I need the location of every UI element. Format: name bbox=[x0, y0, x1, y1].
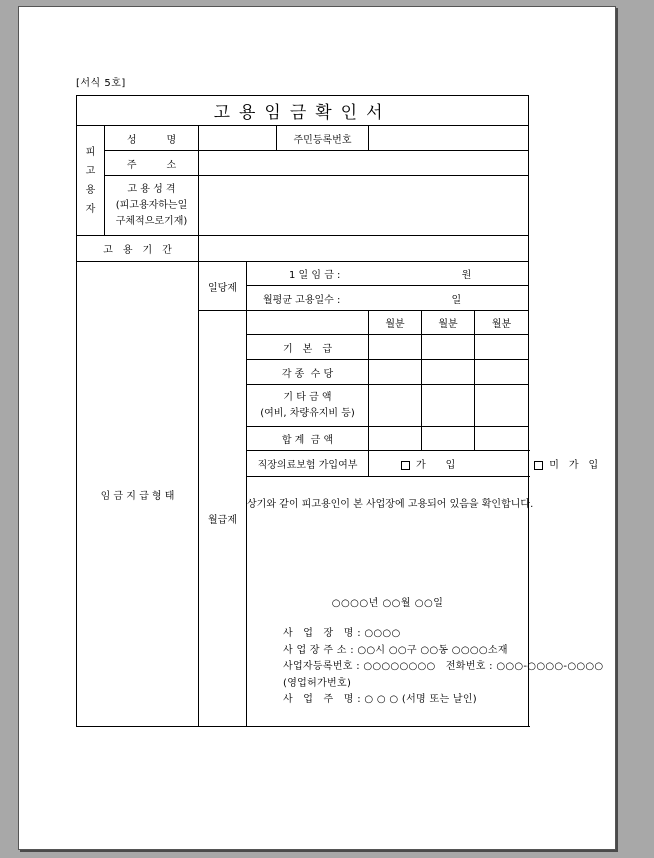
owner-name: 사 업 주 명 : ○ ○ ○ (서명 또는 날인) bbox=[283, 694, 477, 705]
allowance-label: 각 종 수 당 bbox=[247, 360, 369, 385]
form-title: 고용임금확인서 bbox=[77, 96, 529, 126]
total-month-1[interactable] bbox=[369, 427, 422, 451]
signature-block bbox=[283, 626, 603, 709]
daily-wage-label: 1 일 임 금 : bbox=[289, 270, 341, 281]
wage-section-label: 임 금 지 급 형 태 bbox=[77, 262, 199, 727]
rrn-value[interactable] bbox=[369, 126, 529, 151]
business-registration: 사업자등록번호 : ○○○○○○○○ 전화번호 : ○○○-○○○○-○○○○ bbox=[283, 661, 604, 672]
base-pay-month-2[interactable] bbox=[422, 335, 475, 360]
base-pay-month-1[interactable] bbox=[369, 335, 422, 360]
daily-wage-unit: 원 bbox=[461, 270, 472, 281]
insured-checkbox[interactable] bbox=[401, 461, 410, 470]
monthly-days-label: 월평균 고용일수 : bbox=[263, 294, 341, 306]
confirmation-section bbox=[247, 477, 604, 727]
wage-item-header bbox=[247, 311, 369, 335]
rrn-label: 주민등록번호 bbox=[277, 126, 369, 151]
business-name: 사 업 장 명 : ○○○○ bbox=[283, 628, 401, 639]
confirmation-text: 상기와 같이 피고용인이 본 사업장에 고용되어 있음을 확인합니다. bbox=[247, 499, 534, 510]
insurance-options bbox=[369, 451, 599, 477]
form-number-label: [서식 5호] bbox=[76, 78, 126, 89]
other-amount-label: 기 타 금 액 (여비, 차량유지비 등) bbox=[247, 385, 369, 427]
not-insured-checkbox[interactable] bbox=[534, 461, 543, 470]
base-pay-label: 기 본 급 bbox=[247, 335, 369, 360]
address-label: 주 소 bbox=[105, 151, 199, 176]
base-pay-month-3[interactable] bbox=[475, 335, 529, 360]
period-value[interactable] bbox=[199, 236, 529, 262]
job-label: 고 용 성 격 (피고용자하는일 구체적으로기재) bbox=[105, 176, 199, 236]
name-label: 성 명 bbox=[105, 126, 199, 151]
insured-option[interactable] bbox=[401, 456, 521, 471]
issue-date: ○○○○년 ○○월 ○○일 bbox=[331, 598, 444, 609]
allowance-month-3[interactable] bbox=[475, 360, 529, 385]
insured-label: 가 입 bbox=[416, 460, 456, 471]
other-amount-month-3[interactable] bbox=[475, 385, 529, 427]
daily-label: 일당제 bbox=[199, 262, 247, 311]
allowance-month-1[interactable] bbox=[369, 360, 422, 385]
other-amount-month-1[interactable] bbox=[369, 385, 422, 427]
total-month-2[interactable] bbox=[422, 427, 475, 451]
other-amount-month-2[interactable] bbox=[422, 385, 475, 427]
business-address: 사 업 장 주 소 : ○○시 ○○구 ○○동 ○○○○소재 bbox=[283, 644, 508, 656]
daily-wage-row[interactable] bbox=[247, 262, 529, 286]
name-value[interactable] bbox=[199, 126, 277, 151]
not-insured-label: 미 가 입 bbox=[549, 460, 599, 471]
month-header-1: 월분 bbox=[369, 311, 422, 335]
period-label: 고 용 기 간 bbox=[77, 236, 199, 262]
business-license-note: (영업허가번호) bbox=[283, 677, 352, 689]
allowance-month-2[interactable] bbox=[422, 360, 475, 385]
monthly-days-row[interactable] bbox=[247, 286, 529, 311]
employee-section-label: 피 고 용 자 bbox=[77, 126, 105, 236]
job-value[interactable] bbox=[199, 176, 529, 236]
monthly-label: 월급제 bbox=[199, 311, 247, 727]
month-header-2: 월분 bbox=[422, 311, 475, 335]
month-header-3: 월분 bbox=[475, 311, 529, 335]
monthly-days-unit: 일 bbox=[451, 294, 462, 306]
address-value[interactable] bbox=[199, 151, 529, 176]
employment-wage-form bbox=[76, 95, 604, 727]
not-insured-option[interactable] bbox=[534, 456, 654, 471]
total-label: 합 계 금 액 bbox=[247, 427, 369, 451]
insurance-label: 직장의료보험 가입여부 bbox=[247, 451, 369, 477]
total-month-3[interactable] bbox=[475, 427, 529, 451]
